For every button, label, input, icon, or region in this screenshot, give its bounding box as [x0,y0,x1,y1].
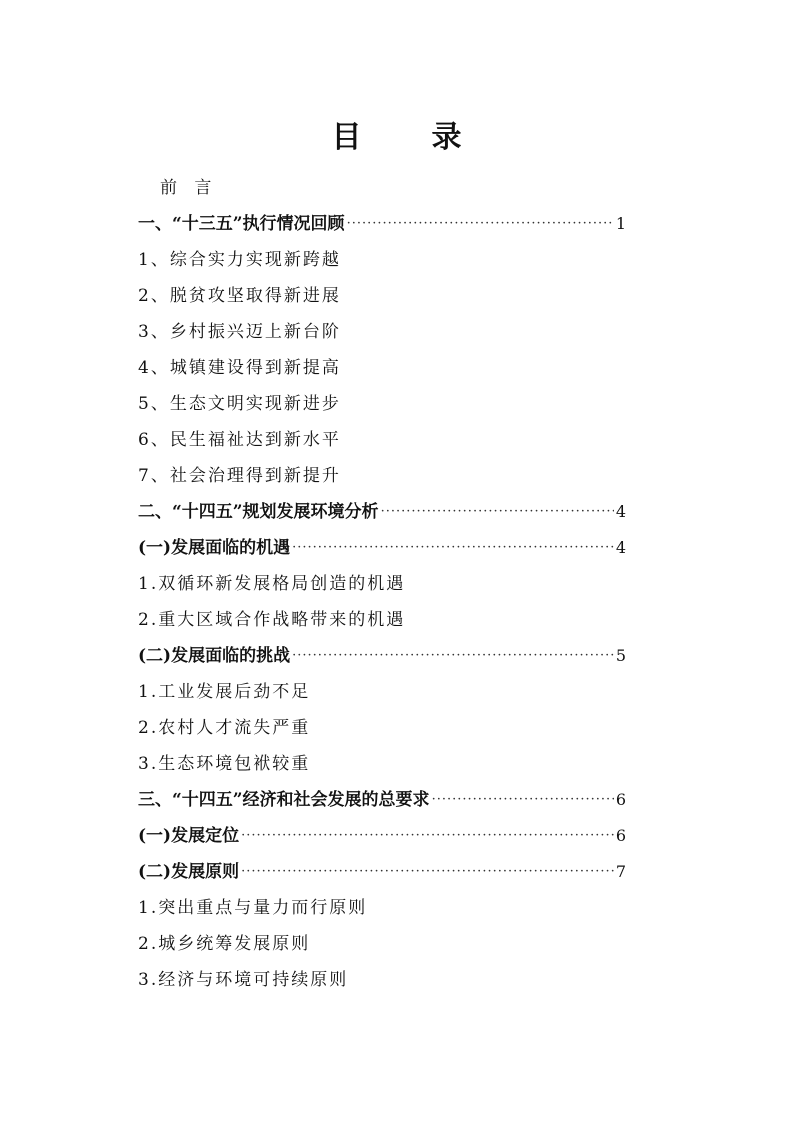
toc-entry-label: 1.工业发展后劲不足 [138,682,311,702]
toc-entry-label: 二、“十四五”规划发展环境分析 [138,502,379,522]
toc-leader-dots [292,638,614,674]
toc-entry[interactable] [138,242,626,278]
toc-entry-label: 1、综合实力实现新跨越 [138,250,341,270]
toc-entry[interactable] [138,170,626,206]
toc-entry-label: 6、民生福祉达到新水平 [138,430,341,450]
toc-entry[interactable] [138,350,626,386]
toc-entry-label: 5、生态文明实现新进步 [138,394,341,414]
toc-leader-dots [381,494,614,530]
toc-leader-dots [241,854,614,890]
page-title [0,112,793,156]
toc-entry-label: (二)发展原则 [138,862,240,882]
toc-entry-label: 4、城镇建设得到新提高 [138,358,341,378]
toc-entry[interactable] [138,422,626,458]
toc-entry-label: 7、社会治理得到新提升 [138,466,341,486]
toc-entry-label: 3.经济与环境可持续原则 [138,970,349,990]
toc-leader-dots [347,206,614,242]
table-of-contents [138,170,626,998]
toc-entry-label: (一)发展定位 [138,826,240,846]
toc-page-number: 6 [615,790,626,809]
toc-entry[interactable] [138,854,626,890]
toc-page-number: 4 [615,538,626,557]
toc-entry-label: 三、“十四五”经济和社会发展的总要求 [138,790,430,810]
toc-entry[interactable] [138,638,626,674]
toc-entry-label: 2、脱贫攻坚取得新进展 [138,286,341,306]
toc-page-number: 7 [615,862,626,881]
toc-entry[interactable] [138,386,626,422]
toc-page-number: 6 [615,826,626,845]
title-char-2: 录 [431,120,462,155]
toc-entry-label: 一、“十三五”执行情况回顾 [138,214,345,234]
toc-entry[interactable] [138,926,626,962]
toc-entry-label: 3、乡村振兴迈上新台阶 [138,322,341,342]
title-char-1: 目 [331,120,362,155]
toc-entry[interactable] [138,458,626,494]
toc-entry[interactable] [138,746,626,782]
toc-entry-label: 2.重大区域合作战略带来的机遇 [138,610,406,630]
toc-entry-label: 前 言 [160,178,218,198]
toc-entry-label: 2.农村人才流失严重 [138,718,311,738]
toc-leader-dots [292,530,614,566]
toc-entry-label: 3.生态环境包袱较重 [138,754,311,774]
toc-entry[interactable] [138,494,626,530]
toc-entry[interactable] [138,674,626,710]
toc-entry[interactable] [138,602,626,638]
toc-page-number: 5 [615,646,626,665]
toc-entry[interactable] [138,206,626,242]
toc-entry-label: (一)发展面临的机遇 [138,538,291,558]
toc-entry[interactable] [138,962,626,998]
toc-entry[interactable] [138,890,626,926]
toc-entry[interactable] [138,278,626,314]
toc-entry[interactable] [138,818,626,854]
toc-entry-label: 1.突出重点与量力而行原则 [138,898,368,918]
toc-entry[interactable] [138,710,626,746]
toc-entry-label: 2.城乡统筹发展原则 [138,934,311,954]
toc-leader-dots [241,818,614,854]
toc-entry-label: (二)发展面临的挑战 [138,646,291,666]
toc-page-number: 4 [615,502,626,521]
toc-entry-label: 1.双循环新发展格局创造的机遇 [138,574,406,594]
toc-entry[interactable] [138,782,626,818]
toc-leader-dots [432,782,614,818]
toc-entry[interactable] [138,566,626,602]
toc-entry[interactable] [138,314,626,350]
toc-page-number: 1 [615,214,626,233]
toc-entry[interactable] [138,530,626,566]
